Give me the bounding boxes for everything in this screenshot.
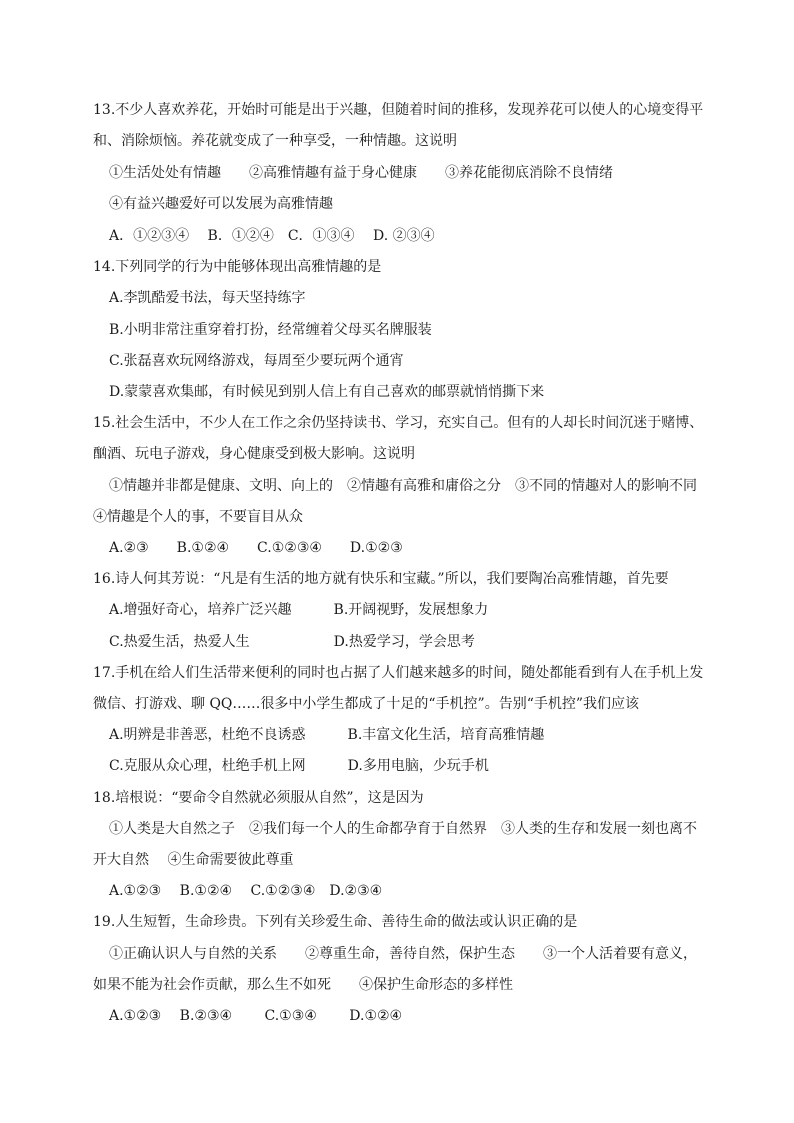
question-18-statements-line-2: 开大自然 ④生命需要彼此尊重 bbox=[93, 852, 294, 868]
question-19-statements-line-2: 如果不能为社会作贡献，那么生不如死 ④保护生命形态的多样性 bbox=[93, 977, 513, 993]
question-16-stem: 16.诗人何其芳说：“凡是有生活的地方就有快乐和宝藏。”所以，我们要陶冶高雅情趣，首先要 bbox=[93, 571, 669, 587]
question-19-statements-line-1: ①正确认识人与自然的关系 ②尊重生命，善待自然，保护生态 ③一个人活着要有意义， bbox=[109, 946, 697, 962]
question-13-options: A．①②③④ B．①②④ C．①③④ D. ②③④ bbox=[109, 228, 435, 244]
question-15-stem-line-1: 15.社会生活中，不少人在工作之余仍坚持读书、学习，充实自己。但有的人却长时间沉迷于赌博、 bbox=[93, 415, 704, 431]
question-18-options: A.①②③ B.①②④ C.①②③④ D.②③④ bbox=[109, 883, 383, 899]
question-15-stem-line-2: 酗酒、玩电子游戏，身心健康受到极大影响。这说明 bbox=[93, 446, 415, 462]
question-17-options-line-1: A.明辨是非善恶，杜绝不良诱惑 B.丰富文化生活，培育高雅情趣 bbox=[109, 727, 545, 743]
question-13-stem-line-2: 和、消除烦恼。养花就变成了一种享受，一种情趣。这说明 bbox=[93, 133, 457, 149]
question-17-stem-line-2: 微信、打游戏、聊 QQ……很多中小学生都成了十足的“手机控”。告别“手机控”我们应该 bbox=[93, 696, 640, 712]
question-14-option-b: B.小明非常注重穿着打扮，经常缠着父母买名牌服装 bbox=[109, 322, 432, 338]
question-14-option-d: D.蒙蒙喜欢集邮，有时候见到别人信上有自己喜欢的邮票就悄悄撕下来 bbox=[109, 384, 545, 400]
question-13-statements-line-1: ①生活处处有情趣 ②高雅情趣有益于身心健康 ③养花能彻底消除不良情绪 bbox=[109, 165, 613, 181]
question-13-stem-line-1: 13.不少人喜欢养花，开始时可能是出于兴趣，但随着时间的推移，发现养花可以使人的心境变得平 bbox=[93, 102, 704, 118]
question-16-options-line-1: A.增强好奇心，培养广泛兴趣 B.开阔视野，发展想象力 bbox=[109, 602, 489, 618]
question-16-options-line-2: C.热爱生活，热爱人生 D.热爱学习，学会思考 bbox=[109, 634, 475, 650]
question-15-statements-line-2: ④情趣是个人的事，不要盲目从众 bbox=[93, 509, 303, 525]
question-18-stem: 18.培根说：“要命令自然就必须服从自然”，这是因为 bbox=[93, 790, 424, 806]
question-19-stem: 19.人生短暂，生命珍贵。下列有关珍爱生命、善待生命的做法或认识正确的是 bbox=[93, 914, 578, 930]
question-18-statements-line-1: ①人类是大自然之子 ②我们每一个人的生命都孕育于自然界 ③人类的生存和发展一刻也离不 bbox=[109, 821, 697, 837]
question-17-options-line-2: C.克服从众心理，杜绝手机上网 D.多用电脑，少玩手机 bbox=[109, 758, 489, 774]
question-17-stem-line-1: 17.手机在给人们生活带来便利的同时也占据了人们越来越多的时间，随处都能看到有人在手机上发 bbox=[93, 665, 704, 681]
question-14-stem: 14.下列同学的行为中能够体现出高雅情趣的是 bbox=[93, 259, 382, 275]
question-14-option-a: A.李凯酷爱书法，每天坚持练字 bbox=[109, 290, 306, 306]
question-14-option-c: C.张磊喜欢玩网络游戏，每周至少要玩两个通宵 bbox=[109, 353, 404, 369]
question-19-options: A.①②③ B.②③④ C.①③④ D.①②④ bbox=[109, 1008, 403, 1024]
question-15-options: A.②③ B.①②④ C.①②③④ D.①②③ bbox=[109, 540, 403, 556]
question-13-statements-line-2: ④有益兴趣爱好可以发展为高雅情趣 bbox=[109, 196, 333, 212]
question-15-statements-line-1: ①情趣并非都是健康、文明、向上的 ②情趣有高雅和庸俗之分 ③不同的情趣对人的影响不同 bbox=[109, 478, 697, 494]
